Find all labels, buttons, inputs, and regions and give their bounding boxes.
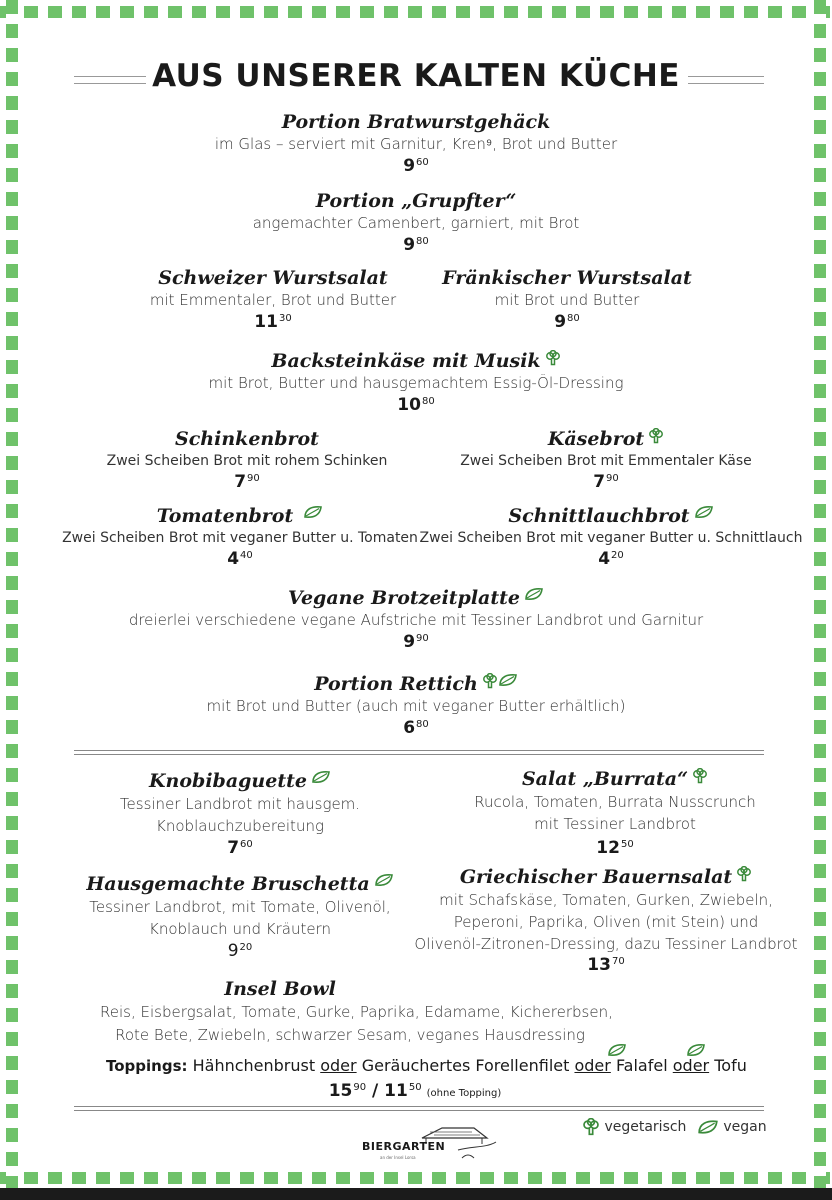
item-desc-schweizer: mit Emmentaler, Brot und Butter bbox=[149, 291, 397, 309]
topping-chicken: Hähnchenbrust bbox=[192, 1056, 316, 1075]
item-desc-fraenkischer: mit Brot und Butter bbox=[494, 291, 640, 309]
item-name-bauernsalat: Griechischer Bauernsalat bbox=[404, 866, 808, 888]
item-desc-bowl-2: Rote Bete, Zwiebeln, schwarzer Sesam, veganes Hausdressing bbox=[115, 1026, 585, 1044]
item-price-schnittlauch: $4^{20}$ bbox=[598, 549, 624, 569]
item-desc-grupfter: angemachter Camenbert, garniert, mit Brot bbox=[252, 214, 580, 232]
item-price-fraenkischer: $9^{80}$ bbox=[554, 312, 580, 332]
item-desc-bowl-1: Reis, Eisbergsalat, Tomate, Gurke, Paprika, Edamame, Kichererbsen, bbox=[100, 1003, 613, 1021]
item-name-kaesebrot: Käsebrot bbox=[420, 428, 792, 450]
item-price-tomatenbrot: $4^{40}$ bbox=[227, 549, 253, 569]
item-desc-schnittlauch: Zwei Scheiben Brot mit veganer Butter u. Schnittlauch bbox=[419, 530, 803, 546]
logo-text: BIERGARTEN bbox=[362, 1140, 446, 1153]
legend bbox=[582, 1118, 767, 1136]
item-name-bowl: Insel Bowl bbox=[224, 978, 336, 1000]
item-price-burrata: $12^{50}$ bbox=[596, 838, 634, 858]
item-name-burrata: Salat „Burrata“ bbox=[440, 768, 790, 790]
vegetarian-icon bbox=[648, 428, 664, 444]
item-name-rettich: Portion Rettich bbox=[0, 673, 832, 695]
vegetarian-icon bbox=[736, 866, 752, 882]
item-price-grupfter: $9^{80}$ bbox=[403, 235, 429, 255]
vegan-icon bbox=[697, 1119, 719, 1135]
vegetarian-icon bbox=[482, 673, 498, 689]
item-name-fraenkischer: Fränkischer Wurstsalat bbox=[442, 267, 692, 289]
topping-falafel: Falafel bbox=[615, 1056, 668, 1075]
item-price-note-bowl: (ohne Topping) bbox=[426, 1088, 502, 1099]
item-desc-bruschetta-1: Tessiner Landbrot, mit Tomate, Olivenöl, bbox=[89, 898, 391, 916]
item-name-tomatenbrot: Tomatenbrot bbox=[40, 505, 440, 527]
toppings-label: Toppings: bbox=[106, 1057, 188, 1075]
vegan-icon bbox=[686, 1043, 706, 1057]
item-desc-bauernsalat-3: Olivenöl-Zitronen-Dressing, dazu Tessiner Landbrot bbox=[414, 935, 798, 953]
item-name-schweizer: Schweizer Wurstsalat bbox=[158, 267, 388, 289]
item-price-schinkenbrot: $7^{90}$ bbox=[234, 472, 260, 492]
item-name-schnittlauch: Schnittlauchbrot bbox=[416, 505, 806, 527]
item-price-brotzeit: $9^{90}$ bbox=[403, 632, 429, 652]
item-desc-rettich: mit Brot und Butter (auch mit veganer Butter erhältlich) bbox=[206, 697, 626, 715]
item-name-schinkenbrot: Schinkenbrot bbox=[175, 428, 319, 450]
vegan-icon bbox=[694, 505, 714, 519]
logo-subtext: an der Insel Lorsa bbox=[380, 1155, 416, 1160]
item-name-bruschetta: Hausgemachte Bruschetta bbox=[60, 873, 420, 895]
item-name-knobi: Knobibaguette bbox=[70, 770, 410, 792]
item-name-bratwurst: Portion Bratwurstgehäck bbox=[281, 111, 551, 133]
item-desc-burrata-2: mit Tessiner Landbrot bbox=[534, 815, 696, 833]
vegan-icon bbox=[303, 505, 323, 519]
topping-or: oder bbox=[672, 1056, 710, 1075]
topping-or: oder bbox=[574, 1056, 611, 1075]
item-price-backstein: $10^{80}$ bbox=[397, 395, 435, 415]
item-desc-tomatenbrot: Zwei Scheiben Brot mit veganer Butter u. Tomaten bbox=[62, 530, 418, 546]
item-price-rettich: $6^{80}$ bbox=[403, 718, 429, 738]
item-desc-knobi-1: Tessiner Landbrot mit hausgem. bbox=[119, 795, 361, 813]
item-name-grupfter: Portion „Grupfter“ bbox=[315, 190, 517, 212]
item-desc-schinkenbrot: Zwei Scheiben Brot mit rohem Schinken bbox=[106, 453, 388, 469]
item-price-kaesebrot: $7^{90}$ bbox=[593, 472, 619, 492]
vegetarian-icon bbox=[692, 768, 708, 784]
vegan-icon bbox=[498, 673, 518, 687]
footer-divider bbox=[74, 1106, 764, 1111]
page-title: AUS UNSERER KALTEN KÜCHE bbox=[152, 58, 680, 94]
item-price-bauernsalat: $13^{70}$ bbox=[587, 955, 625, 975]
vegan-icon bbox=[524, 587, 544, 601]
item-desc-brotzeit: dreierlei verschiedene vegane Aufstriche mit Tessiner Landbrot und Garnitur bbox=[128, 611, 704, 629]
topping-trout: Geräuchertes Forellenfilet bbox=[361, 1056, 570, 1075]
item-desc-kaesebrot: Zwei Scheiben Brot mit Emmentaler Käse bbox=[460, 453, 752, 469]
item-desc-bruschetta-2: Knoblauch und Kräutern bbox=[149, 920, 331, 938]
topping-tofu: Tofu bbox=[714, 1056, 747, 1075]
item-name-backstein: Backsteinkäse mit Musik bbox=[0, 350, 832, 372]
item-desc-backstein: mit Brot, Butter und hausgemachtem Essig-Öl-Dressing bbox=[208, 374, 624, 392]
item-name-brotzeit: Vegane Brotzeitplatte bbox=[0, 587, 832, 609]
vegan-icon bbox=[607, 1043, 627, 1057]
item-desc-burrata-1: Rucola, Tomaten, Burrata Nusscrunch bbox=[474, 793, 756, 811]
legend-vegan: vegan bbox=[723, 1119, 767, 1135]
topping-or: oder bbox=[320, 1056, 357, 1075]
item-desc-bauernsalat-2: Peperoni, Paprika, Oliven (mit Stein) und bbox=[453, 913, 759, 931]
biergarten-logo bbox=[362, 1118, 502, 1168]
item-price-schweizer: $11^{30}$ bbox=[254, 312, 292, 332]
item-price-bowl: $15^{90} / 11^{50}$ bbox=[328, 1081, 422, 1101]
item-price-knobi: $7^{60}$ bbox=[227, 838, 253, 858]
vegetarian-icon bbox=[582, 1118, 600, 1136]
bottom-band bbox=[0, 1188, 832, 1200]
vegetarian-icon bbox=[545, 350, 561, 366]
vegan-icon bbox=[374, 873, 394, 887]
legend-vegetarian: vegetarisch bbox=[604, 1119, 687, 1135]
item-price-bratwurst: $9^{60}$ bbox=[403, 156, 429, 176]
item-desc-bauernsalat-1: mit Schafskäse, Tomaten, Gurken, Zwiebeln, bbox=[439, 891, 773, 909]
item-price-bruschetta: $9^{20}$ bbox=[227, 941, 253, 961]
checkered-border-bottom bbox=[0, 1172, 832, 1184]
item-desc-bratwurst: im Glas – serviert mit Garnitur, Kren⁹, Brot und Butter bbox=[214, 135, 618, 153]
item-desc-knobi-2: Knoblauchzubereitung bbox=[156, 817, 324, 835]
section-divider bbox=[74, 750, 764, 755]
checkered-border-top bbox=[0, 6, 832, 18]
vegan-icon bbox=[311, 770, 331, 784]
bowl-toppings bbox=[106, 1056, 747, 1075]
